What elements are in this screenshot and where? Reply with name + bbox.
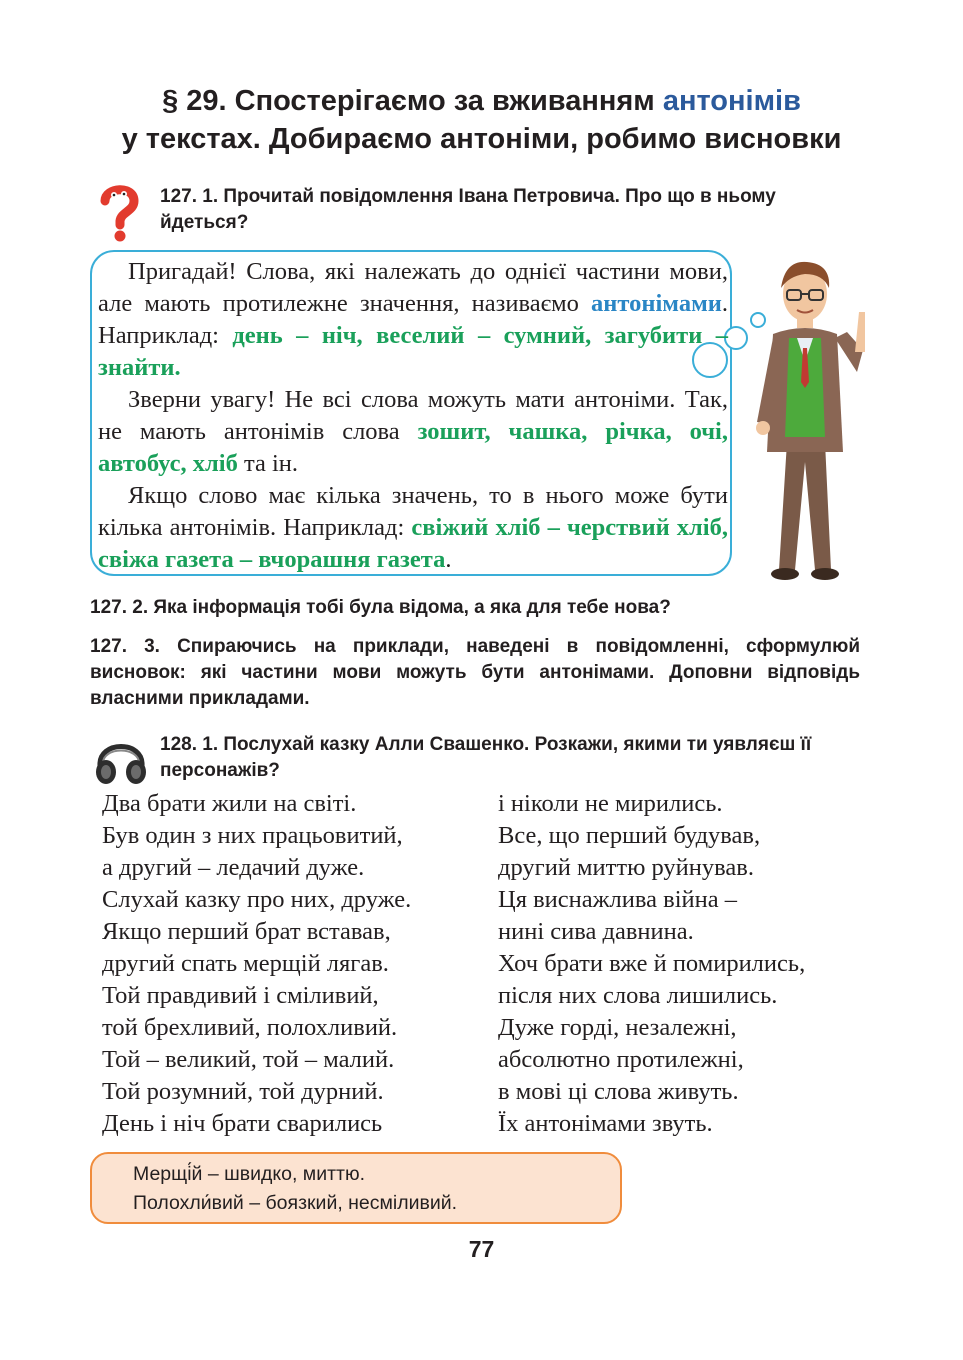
task-128-1: 128. 1. Послухай казку Алли Свашенко. Розкажи, якими ти уявляєш її персонажів? (160, 734, 812, 781)
poem-line: а другий – ледачий дуже. (102, 854, 365, 881)
task-127-2: 127. 2. Яка інформація тобі була відома, а яка для тебе нова? (90, 597, 671, 618)
poem-line: другий миттю руйнував. (498, 854, 754, 881)
poem-line: Хоч брати вже й помирились, (498, 950, 806, 977)
question-mark-icon (96, 181, 142, 243)
poem-line: Був один з них працьовитий, (102, 822, 403, 849)
poem-line: той брехливий, полохливий. (102, 1014, 398, 1041)
poem-line: в мові ці слова живуть. (498, 1078, 739, 1105)
poem-line: другий спать мерщій лягав. (102, 950, 389, 977)
bubble-text (98, 256, 728, 576)
poem-line: абсолютно протилежні, (498, 1046, 744, 1073)
glossary-entry: Полохли́вий – боязкий, несміливий. (133, 1192, 458, 1214)
poem-line: нині сива давнина. (498, 918, 694, 945)
poem-line: і ніколи не мирились. (498, 790, 723, 817)
teacher-illustration (735, 252, 875, 592)
page-number: 77 (468, 1236, 495, 1262)
term-antonyms: антонімами (591, 290, 722, 317)
poem-right-column (498, 788, 805, 1140)
task-127-3: 127. 3. Спираючись на приклади, наведені в повідомленні, сформулюй висновок: які частини мови можуть бути антонімами. Доповни відповідь власними прикладами. (90, 636, 860, 709)
poem-line: після них слова лишились. (498, 982, 778, 1009)
poem-line: Ця виснажлива війна – (498, 886, 737, 913)
title-part-1: § 29. Спостерігаємо за вживанням (162, 85, 663, 117)
poem-line: Той правдивий і сміливий, (102, 982, 379, 1009)
poem-line: День і ніч брати сварились (102, 1110, 383, 1137)
poem-left-column (102, 788, 411, 1140)
title-accent: антонімів (662, 85, 801, 117)
bubble-paragraph-3: Якщо слово має кілька значень, то в нього може бути кілька антонімів. Наприклад: свіжий хліб – черствий хліб, свіжа газета – вчорашня газета. (98, 482, 728, 573)
poem-line: Все, що перший будував, (498, 822, 761, 849)
poem-line: Слухай казку про них, друже. (102, 886, 412, 913)
examples-3: свіжий хліб – черствий хліб, свіжа газета – вчорашня газета (98, 514, 728, 573)
poem-line: Той розумний, той дурний. (102, 1078, 384, 1105)
glossary-entry: Мерщі́й – швидко, миттю. (133, 1163, 366, 1185)
bubble-paragraph-2: Зверни увагу! Не всі слова можуть мати антоніми. Так, не мають антонімів слова зошит, чашка, річка, очі, автобус, хліб та ін. (98, 386, 728, 477)
task-127-1: 127. 1. Прочитай повідомлення Івана Петровича. Про що в ньому йдеться? (160, 186, 776, 233)
poem-line: Той – великий, той – малий. (102, 1046, 395, 1073)
examples-2: зошит, чашка, річка, очі, автобус, хліб (98, 418, 728, 477)
glossary-text (133, 1160, 457, 1218)
title-part-2: у текстах. Добираємо антоніми, робимо висновки (121, 123, 842, 155)
page-title (0, 82, 963, 158)
poem-line: Якщо перший брат вставав, (102, 918, 391, 945)
examples-1: день – ніч, веселий – сумний, загубити – знайти. (98, 322, 728, 381)
poem-line: Їх антонімами звуть. (498, 1110, 713, 1137)
poem-line: Два брати жили на світі. (102, 790, 357, 817)
headphones-icon (92, 730, 150, 786)
bubble-paragraph-1: Пригадай! Слова, які належать до однієї частини мови, але мають протилежне значення, називаємо антонімами. Наприклад: день – ніч, веселий – сумний, загубити – знайти. (98, 258, 728, 381)
poem-line: Дуже горді, незалежні, (498, 1014, 737, 1041)
